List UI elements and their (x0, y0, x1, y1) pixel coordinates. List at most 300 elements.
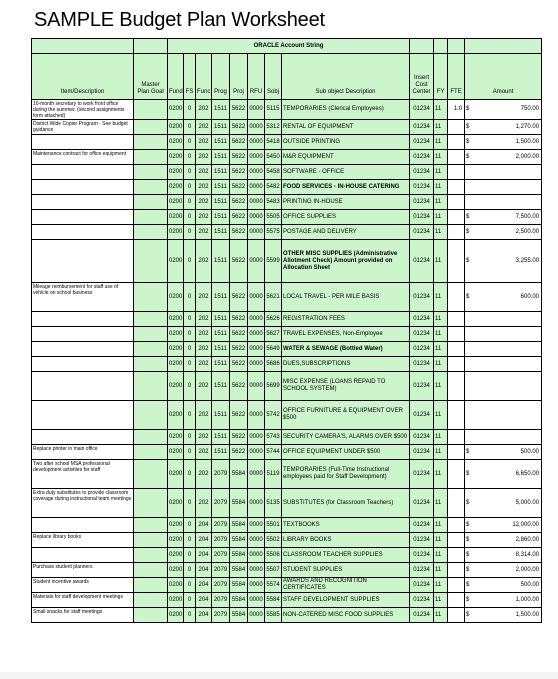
fund-cell: 0200 (168, 372, 184, 401)
item-description (32, 518, 134, 533)
table-row (32, 593, 542, 608)
item-description (32, 180, 134, 195)
proj-cell: 5584 (230, 518, 248, 533)
func-cell: 202 (196, 445, 212, 460)
amount-cell (465, 430, 542, 445)
master-plan-goal (134, 593, 168, 608)
sub-object-description: OUTSIDE PRINTING (282, 135, 410, 150)
dollar-sign: $ (466, 228, 470, 235)
sub-object-description: TEMPORARIES (Full-Time Instructional employees paid for Staff Development) (282, 460, 410, 489)
rfu-cell: 0000 (248, 608, 265, 623)
proj-cell: 5622 (230, 357, 248, 372)
insert-cost-center: 01234 (410, 100, 434, 120)
fy-cell: 11 (434, 210, 448, 225)
fund-cell: 0200 (168, 120, 184, 135)
fs-cell: 0 (184, 120, 196, 135)
fte-cell (448, 533, 465, 548)
proj-cell: 5622 (230, 165, 248, 180)
proj-cell: 5584 (230, 460, 248, 489)
fy-cell: 11 (434, 608, 448, 623)
prog-cell: 1511 (212, 210, 230, 225)
amount-cell (465, 445, 542, 460)
table-row (32, 240, 542, 283)
table-row (32, 489, 542, 518)
table-row (32, 342, 542, 357)
col-header-rfu: RFU (248, 54, 265, 100)
prog-cell: 1511 (212, 135, 230, 150)
dollar-sign: $ (466, 138, 470, 145)
table-row (32, 283, 542, 312)
amount-cell (465, 563, 542, 578)
table-row (32, 150, 542, 165)
func-cell: 202 (196, 401, 212, 430)
amount-cell (465, 180, 542, 195)
func-cell: 204 (196, 578, 212, 593)
fund-cell: 0200 (168, 312, 184, 327)
sobj-cell: 5506 (265, 548, 282, 563)
prog-cell: 2079 (212, 533, 230, 548)
fund-cell: 0200 (168, 489, 184, 518)
table-row (32, 210, 542, 225)
proj-cell: 5584 (230, 533, 248, 548)
dollar-sign: $ (466, 521, 470, 528)
fy-cell: 11 (434, 100, 448, 120)
fte-cell (448, 210, 465, 225)
fy-cell: 11 (434, 460, 448, 489)
sub-object-description: LIBRARY BOOKS (282, 533, 410, 548)
fs-cell: 0 (184, 430, 196, 445)
fund-cell: 0200 (168, 563, 184, 578)
rfu-cell: 0000 (248, 120, 265, 135)
dollar-sign: $ (466, 499, 470, 506)
sub-object-description: DUES,SUBSCRIPTIONS (282, 357, 410, 372)
dollar-sign: $ (466, 153, 470, 160)
sub-object-description: LOCAL TRAVEL - PER MILE BASIS (282, 283, 410, 312)
table-row (32, 312, 542, 327)
rfu-cell: 0000 (248, 518, 265, 533)
master-plan-goal (134, 100, 168, 120)
amount-cell (465, 135, 542, 150)
rfu-cell: 0000 (248, 548, 265, 563)
fte-cell (448, 195, 465, 210)
amount-value: 2,000.00 (515, 153, 540, 160)
rfu-cell: 0000 (248, 150, 265, 165)
fte-cell (448, 430, 465, 445)
amount-value: 2,860.00 (515, 536, 540, 543)
table-row (32, 180, 542, 195)
dollar-sign: $ (466, 123, 470, 130)
fy-cell: 11 (434, 240, 448, 283)
fy-cell: 11 (434, 195, 448, 210)
master-plan-goal (134, 430, 168, 445)
prog-cell: 2079 (212, 460, 230, 489)
item-description: Replace printer in main office (32, 445, 134, 460)
func-cell: 204 (196, 593, 212, 608)
proj-cell: 5584 (230, 578, 248, 593)
col-header-insert: Insert Cost Center (410, 54, 434, 100)
master-plan-goal (134, 445, 168, 460)
fs-cell: 0 (184, 372, 196, 401)
master-plan-goal (134, 225, 168, 240)
master-plan-goal (134, 372, 168, 401)
col-header-prog: Prog (212, 54, 230, 100)
rfu-cell: 0000 (248, 430, 265, 445)
fs-cell: 0 (184, 225, 196, 240)
dollar-sign: $ (466, 257, 470, 264)
fte-cell (448, 548, 465, 563)
sobj-cell: 5574 (265, 578, 282, 593)
fy-cell: 11 (434, 518, 448, 533)
prog-cell: 1511 (212, 342, 230, 357)
insert-cost-center: 01234 (410, 578, 434, 593)
item-description (32, 225, 134, 240)
col-header-fs: FS (184, 54, 196, 100)
func-cell: 202 (196, 327, 212, 342)
item-description (32, 372, 134, 401)
master-plan-goal (134, 312, 168, 327)
fy-cell: 11 (434, 180, 448, 195)
master-plan-goal (134, 608, 168, 623)
fs-cell: 0 (184, 180, 196, 195)
amount-value: 1,500.00 (515, 611, 540, 618)
budget-rows (32, 100, 542, 623)
proj-cell: 5622 (230, 401, 248, 430)
oracle-account-header: ORACLE Account String (168, 39, 410, 54)
sobj-cell: 5599 (265, 240, 282, 283)
fund-cell: 0200 (168, 150, 184, 165)
fy-cell: 11 (434, 150, 448, 165)
master-plan-goal (134, 563, 168, 578)
insert-cost-center: 01234 (410, 342, 434, 357)
func-cell: 204 (196, 563, 212, 578)
fs-cell: 0 (184, 240, 196, 283)
dollar-sign: $ (466, 566, 470, 573)
master-plan-goal (134, 460, 168, 489)
rfu-cell: 0000 (248, 563, 265, 578)
sobj-cell: 5585 (265, 608, 282, 623)
header-spacer (434, 39, 448, 54)
master-plan-goal (134, 165, 168, 180)
fund-cell: 0200 (168, 593, 184, 608)
insert-cost-center: 01234 (410, 445, 434, 460)
insert-cost-center: 01234 (410, 533, 434, 548)
budget-table (31, 38, 542, 623)
table-row (32, 120, 542, 135)
sub-object-description: SECURITY CAMERA'S, ALARMS OVER $500 (282, 430, 410, 445)
item-description: Maintenance contract for office equipment (32, 150, 134, 165)
amount-cell (465, 533, 542, 548)
fte-cell (448, 342, 465, 357)
sobj-cell: 5686 (265, 357, 282, 372)
func-cell: 202 (196, 100, 212, 120)
insert-cost-center: 01234 (410, 240, 434, 283)
fte-cell (448, 135, 465, 150)
sobj-cell: 5458 (265, 165, 282, 180)
proj-cell: 5622 (230, 342, 248, 357)
fy-cell: 11 (434, 372, 448, 401)
amount-cell (465, 372, 542, 401)
amount-value: 7,500.00 (515, 213, 540, 220)
fte-cell (448, 283, 465, 312)
fte-cell (448, 445, 465, 460)
table-row (32, 533, 542, 548)
prog-cell: 1511 (212, 100, 230, 120)
amount-value: 1,500.00 (515, 138, 540, 145)
prog-cell: 1511 (212, 445, 230, 460)
fund-cell: 0200 (168, 342, 184, 357)
fte-cell (448, 165, 465, 180)
sobj-cell: 5699 (265, 372, 282, 401)
fte-cell (448, 578, 465, 593)
item-description: Materials for staff development meetings (32, 593, 134, 608)
fs-cell: 0 (184, 312, 196, 327)
fte-cell (448, 593, 465, 608)
fy-cell: 11 (434, 445, 448, 460)
item-description (32, 210, 134, 225)
table-row (32, 578, 542, 593)
insert-cost-center: 01234 (410, 357, 434, 372)
sobj-cell: 5115 (265, 100, 282, 120)
table-row (32, 401, 542, 430)
dollar-sign: $ (466, 581, 470, 588)
proj-cell: 5622 (230, 430, 248, 445)
sobj-cell: 5575 (265, 225, 282, 240)
prog-cell: 2079 (212, 489, 230, 518)
table-row (32, 563, 542, 578)
fs-cell: 0 (184, 401, 196, 430)
fund-cell: 0200 (168, 180, 184, 195)
proj-cell: 5622 (230, 327, 248, 342)
sobj-cell: 5584 (265, 593, 282, 608)
page-bottom-edge (0, 672, 558, 679)
fy-cell: 11 (434, 593, 448, 608)
insert-cost-center: 01234 (410, 489, 434, 518)
fs-cell: 0 (184, 563, 196, 578)
func-cell: 202 (196, 357, 212, 372)
sub-object-description: OFFICE SUPPLIES (282, 210, 410, 225)
master-plan-goal (134, 120, 168, 135)
amount-value: 750.00 (520, 106, 540, 112)
prog-cell: 2079 (212, 548, 230, 563)
fy-cell: 11 (434, 225, 448, 240)
fy-cell: 11 (434, 327, 448, 342)
sobj-cell: 5507 (265, 563, 282, 578)
amount-value: 6,650.00 (515, 470, 540, 477)
sub-object-description: TEXTBOOKS (282, 518, 410, 533)
fy-cell: 11 (434, 489, 448, 518)
fund-cell: 0200 (168, 135, 184, 150)
prog-cell: 2079 (212, 578, 230, 593)
header-spacer (410, 39, 434, 54)
sobj-cell: 5482 (265, 180, 282, 195)
col-header-fy: FY (434, 54, 448, 100)
func-cell: 202 (196, 195, 212, 210)
sub-object-description: TRAVEL EXPENSES, Non-Employee (282, 327, 410, 342)
fte-cell (448, 460, 465, 489)
sobj-cell: 5502 (265, 533, 282, 548)
insert-cost-center: 01234 (410, 430, 434, 445)
item-description: Purchase student planners (32, 563, 134, 578)
fy-cell: 11 (434, 563, 448, 578)
amount-cell (465, 225, 542, 240)
fte-cell (448, 150, 465, 165)
prog-cell: 1511 (212, 240, 230, 283)
fs-cell: 0 (184, 518, 196, 533)
insert-cost-center: 01234 (410, 195, 434, 210)
dollar-sign: $ (466, 536, 470, 543)
insert-cost-center: 01234 (410, 312, 434, 327)
fte-cell (448, 608, 465, 623)
proj-cell: 5622 (230, 180, 248, 195)
item-description (32, 342, 134, 357)
amount-cell (465, 120, 542, 135)
insert-cost-center: 01234 (410, 401, 434, 430)
amount-cell (465, 283, 542, 312)
sobj-cell: 5119 (265, 460, 282, 489)
fund-cell: 0200 (168, 165, 184, 180)
rfu-cell: 0000 (248, 372, 265, 401)
amount-value: 2,000.00 (515, 566, 540, 573)
fund-cell: 0200 (168, 445, 184, 460)
prog-cell: 1511 (212, 312, 230, 327)
sobj-cell: 5135 (265, 489, 282, 518)
insert-cost-center: 01234 (410, 608, 434, 623)
table-row (32, 225, 542, 240)
proj-cell: 5622 (230, 195, 248, 210)
dollar-sign: $ (466, 611, 470, 618)
col-header-sobj: Sobj (265, 54, 282, 100)
fte-cell (448, 357, 465, 372)
master-plan-goal (134, 357, 168, 372)
func-cell: 202 (196, 460, 212, 489)
amount-cell (465, 100, 542, 120)
item-description: District Wide Copier Program - See budget guidance (32, 120, 134, 135)
amount-cell (465, 312, 542, 327)
item-description: Replace library books (32, 533, 134, 548)
fund-cell: 0200 (168, 240, 184, 283)
amount-value: 600.00 (520, 293, 540, 300)
func-cell: 202 (196, 240, 212, 283)
fte-cell (448, 563, 465, 578)
func-cell: 202 (196, 165, 212, 180)
proj-cell: 5584 (230, 548, 248, 563)
table-row (32, 195, 542, 210)
master-plan-goal (134, 518, 168, 533)
fund-cell: 0200 (168, 460, 184, 489)
item-description: Extra duty substitutes to provide classroom coverage during instructional team meetings (32, 489, 134, 518)
amount-cell (465, 460, 542, 489)
col-header-item: Item/Description (32, 54, 134, 100)
fte-cell (448, 120, 465, 135)
worksheet-title: SAMPLE Budget Plan Worksheet (34, 9, 325, 31)
sub-object-description: AWARDS AND RECOGNITION CERTIFICATES (282, 578, 410, 593)
col-header-fte: FTE (448, 54, 465, 100)
prog-cell: 1511 (212, 430, 230, 445)
insert-cost-center: 01234 (410, 548, 434, 563)
proj-cell: 5584 (230, 608, 248, 623)
amount-value: 8,314.00 (515, 551, 540, 558)
amount-value: 500.00 (520, 581, 540, 588)
master-plan-goal (134, 180, 168, 195)
master-plan-goal (134, 327, 168, 342)
dollar-sign: $ (466, 213, 470, 220)
header-spacer (32, 39, 134, 54)
item-description: Two after school MSA professional development activities for staff (32, 460, 134, 489)
table-row (32, 327, 542, 342)
func-cell: 202 (196, 312, 212, 327)
func-cell: 202 (196, 150, 212, 165)
amount-cell (465, 240, 542, 283)
fund-cell: 0200 (168, 195, 184, 210)
amount-cell (465, 489, 542, 518)
rfu-cell: 0000 (248, 401, 265, 430)
master-plan-goal (134, 489, 168, 518)
col-header-amount: Amount (465, 54, 542, 100)
table-row (32, 518, 542, 533)
master-plan-goal (134, 342, 168, 357)
proj-cell: 5622 (230, 283, 248, 312)
col-header-proj: Proj (230, 54, 248, 100)
fy-cell: 11 (434, 165, 448, 180)
proj-cell: 5622 (230, 372, 248, 401)
proj-cell: 5622 (230, 312, 248, 327)
insert-cost-center: 01234 (410, 563, 434, 578)
prog-cell: 1511 (212, 327, 230, 342)
prog-cell: 1511 (212, 165, 230, 180)
insert-cost-center: 01234 (410, 283, 434, 312)
fte-cell (448, 180, 465, 195)
sub-object-description: FOOD SERVICES - IN-HOUSE CATERING (282, 180, 410, 195)
master-plan-goal (134, 240, 168, 283)
rfu-cell: 0000 (248, 283, 265, 312)
rfu-cell: 0000 (248, 312, 265, 327)
sobj-cell: 5626 (265, 312, 282, 327)
fund-cell: 0200 (168, 518, 184, 533)
rfu-cell: 0000 (248, 489, 265, 518)
rfu-cell: 0000 (248, 593, 265, 608)
item-description (32, 240, 134, 283)
dollar-sign: $ (466, 470, 470, 477)
table-row (32, 460, 542, 489)
func-cell: 202 (196, 120, 212, 135)
fund-cell: 0200 (168, 100, 184, 120)
amount-cell (465, 401, 542, 430)
sobj-cell: 5312 (265, 120, 282, 135)
insert-cost-center: 01234 (410, 135, 434, 150)
proj-cell: 5584 (230, 563, 248, 578)
fund-cell: 0200 (168, 533, 184, 548)
sobj-cell: 5649 (265, 342, 282, 357)
master-plan-goal (134, 548, 168, 563)
prog-cell: 1511 (212, 120, 230, 135)
sobj-cell: 5501 (265, 518, 282, 533)
fs-cell: 0 (184, 608, 196, 623)
master-plan-goal (134, 533, 168, 548)
dollar-sign: $ (466, 293, 470, 300)
amount-cell (465, 608, 542, 623)
rfu-cell: 0000 (248, 225, 265, 240)
fte-cell (448, 327, 465, 342)
rfu-cell: 0000 (248, 357, 265, 372)
fs-cell: 0 (184, 283, 196, 312)
sobj-cell: 5742 (265, 401, 282, 430)
table-row (32, 372, 542, 401)
amount-cell (465, 150, 542, 165)
fs-cell: 0 (184, 548, 196, 563)
sub-object-description: M&R EQUIPMENT (282, 150, 410, 165)
sub-object-description: WATER & SEWAGE (Bottled Water) (282, 342, 410, 357)
prog-cell: 2079 (212, 563, 230, 578)
